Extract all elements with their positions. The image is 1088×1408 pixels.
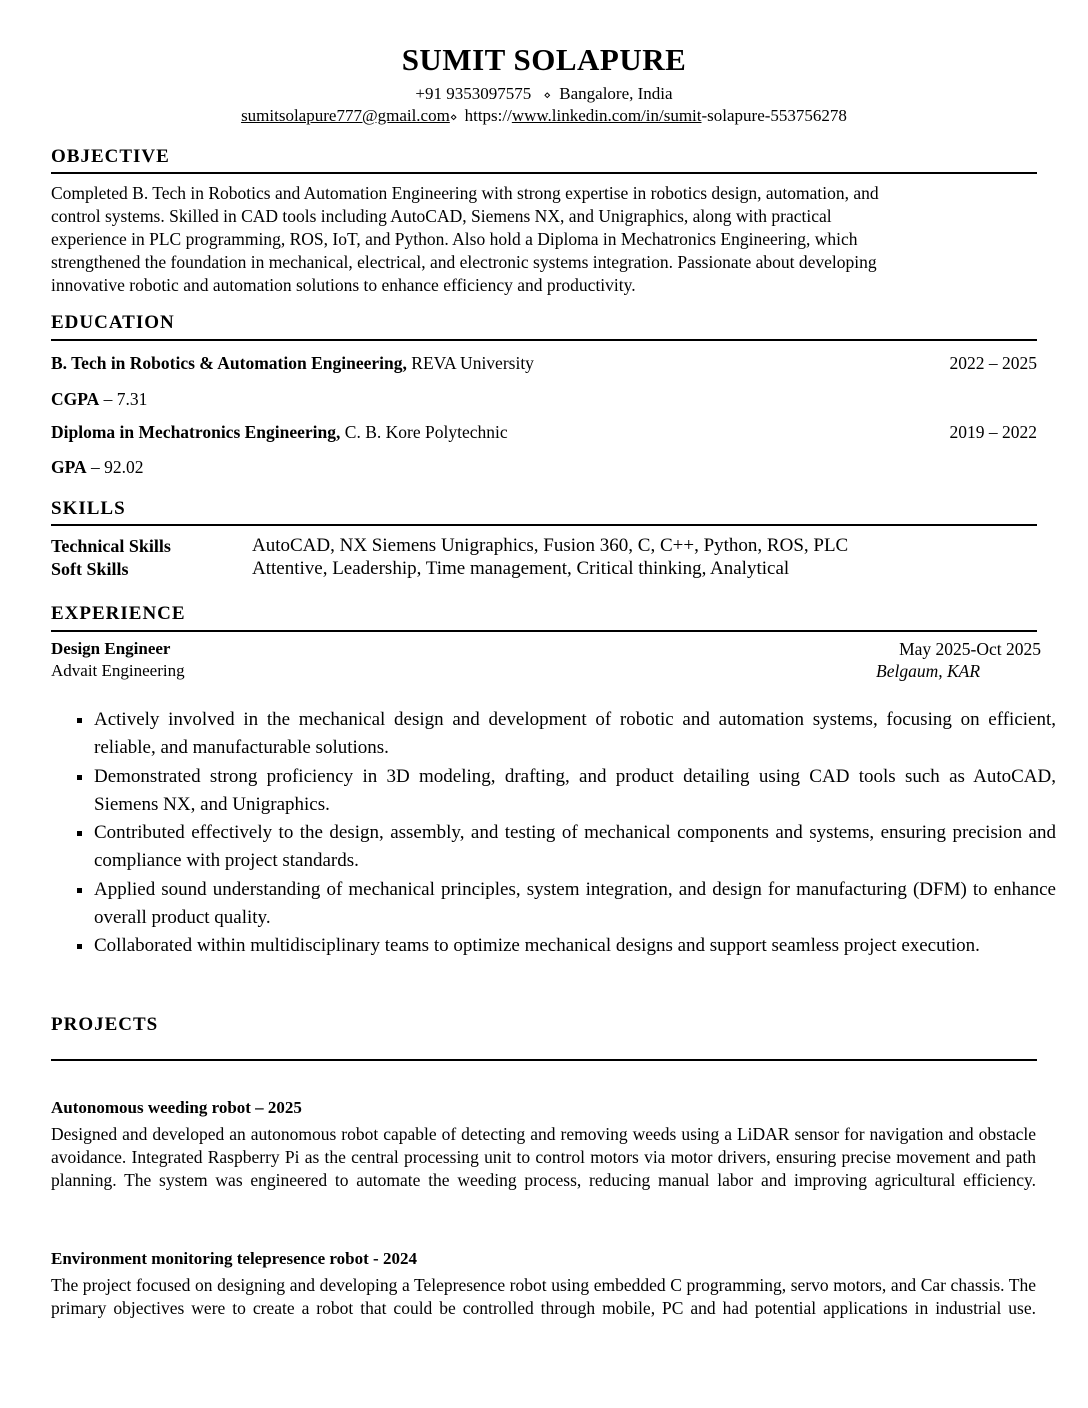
contact-line-1	[0, 84, 1088, 104]
education-entry-btech	[51, 353, 534, 374]
bullet-icon	[77, 888, 82, 893]
objective-line: experience in PLC programming, ROS, IoT, and Python. Also hold a Diploma in Mechatronics Engineering, which	[51, 229, 858, 249]
education-years: 2019 – 2022	[949, 422, 1037, 442]
objective-line: control systems. Skilled in CAD tools including AutoCAD, Siemens NX, and Unigraphics, along with practical	[51, 206, 832, 226]
education-years: 2022 – 2025	[949, 353, 1037, 373]
section-divider	[51, 630, 1037, 632]
bullet-item: Demonstrated strong proficiency in 3D modeling, drafting, and product detailing using CAD tools such as AutoCAD, Siemens NX, and Unigraphics.	[70, 763, 1056, 820]
institution: REVA University	[411, 353, 534, 373]
objective-line: strengthened the foundation in mechanical, electrical, and electronic systems integration. Passionate about developing	[51, 252, 877, 272]
section-divider	[51, 1059, 1037, 1061]
job-role: Design Engineer	[51, 639, 171, 658]
education-score: GPA – 92.02	[51, 457, 144, 477]
email-link[interactable]: sumitsolapure777@gmail.com	[241, 106, 450, 125]
skill-label-soft: Soft Skills	[51, 559, 129, 579]
project-title: Autonomous weeding robot – 2025	[51, 1098, 302, 1117]
project-description: The project focused on designing and developing a Telepresence robot using embedded C programming, servo motors, and Car chassis. The primary objectives were to create a robot that could be controlled through mobile, PC and had potential applications in industrial use.	[51, 1275, 1036, 1318]
bullet-item: Applied sound understanding of mechanical principles, system integration, and design for manufacturing (DFM) to enhance overall product quality.	[70, 876, 1056, 933]
bullet-icon	[77, 944, 82, 949]
candidate-name: SUMIT SOLAPURE	[401, 42, 687, 77]
bullet-item: Collaborated within multidisciplinary teams to optimize mechanical designs and support seamless project execution.	[70, 932, 1056, 960]
skill-label-technical: Technical Skills	[51, 536, 171, 556]
section-divider	[51, 339, 1037, 341]
section-title-skills: SKILLS	[51, 498, 126, 519]
education-entry-diploma	[51, 422, 508, 443]
section-title-objective: OBJECTIVE	[51, 146, 170, 167]
bullet-icon	[77, 831, 82, 836]
section-divider	[51, 524, 1037, 526]
institution: C. B. Kore Polytechnic	[344, 422, 508, 442]
company-name: Advait Engineering	[51, 661, 185, 680]
degree: B. Tech in Robotics & Automation Engineering,	[51, 353, 407, 373]
skill-value-soft: Attentive, Leadership, Time management, Critical thinking, Analytical	[252, 558, 790, 579]
section-divider	[51, 172, 1037, 174]
bullet-item: Contributed effectively to the design, assembly, and testing of mechanical components and systems, ensuring precision and compliance with project standards.	[70, 819, 1056, 876]
job-location: Belgaum, KAR	[876, 661, 981, 681]
separator-diamond-icon: ⋄	[449, 110, 458, 124]
section-title-education: EDUCATION	[51, 312, 175, 333]
project-description: Designed and developed an autonomous robot capable of detecting and removing weeds using a LiDAR sensor for navigation and obstacle avoidance. Integrated Raspberry Pi as the central processing unit to control motors via motor drivers, ensuring precise movement and path planning. The system was engineered to automate the weeding process, reducing manual labor and improving agricultural efficiency.	[51, 1124, 1036, 1190]
section-title-projects: PROJECTS	[51, 1014, 159, 1035]
skill-value-technical: AutoCAD, NX Siemens Unigraphics, Fusion 360, C, C++, Python, ROS, PLC	[252, 535, 849, 556]
objective-line: innovative robotic and automation solutions to enhance efficiency and productivity.	[51, 275, 636, 295]
bullet-item: Actively involved in the mechanical design and development of robotic and automation systems, focusing on efficient, reliable, and manufacturable solutions.	[70, 706, 1056, 763]
education-score: CGPA – 7.31	[51, 389, 148, 409]
location: Bangalore, India	[559, 84, 673, 103]
objective-text	[51, 182, 1041, 297]
objective-line: Completed B. Tech in Robotics and Automation Engineering with strong expertise in robotics design, automation, and	[51, 183, 879, 203]
linkedin-link[interactable]: https://www.linkedin.com/in/sumit-solapure-553756278	[464, 106, 847, 125]
phone-number: +91 9353097575	[415, 84, 532, 103]
bullet-icon	[77, 775, 82, 780]
job-dates: May 2025-Oct 2025	[899, 639, 1041, 659]
separator-diamond-icon: ⋄	[543, 88, 552, 102]
bullet-icon	[77, 718, 82, 723]
project-title: Environment monitoring telepresence robot - 2024	[51, 1249, 417, 1268]
section-title-experience: EXPERIENCE	[51, 603, 186, 624]
degree: Diploma in Mechatronics Engineering,	[51, 422, 341, 442]
contact-line-2	[0, 106, 1088, 126]
experience-bullets	[70, 706, 1056, 961]
